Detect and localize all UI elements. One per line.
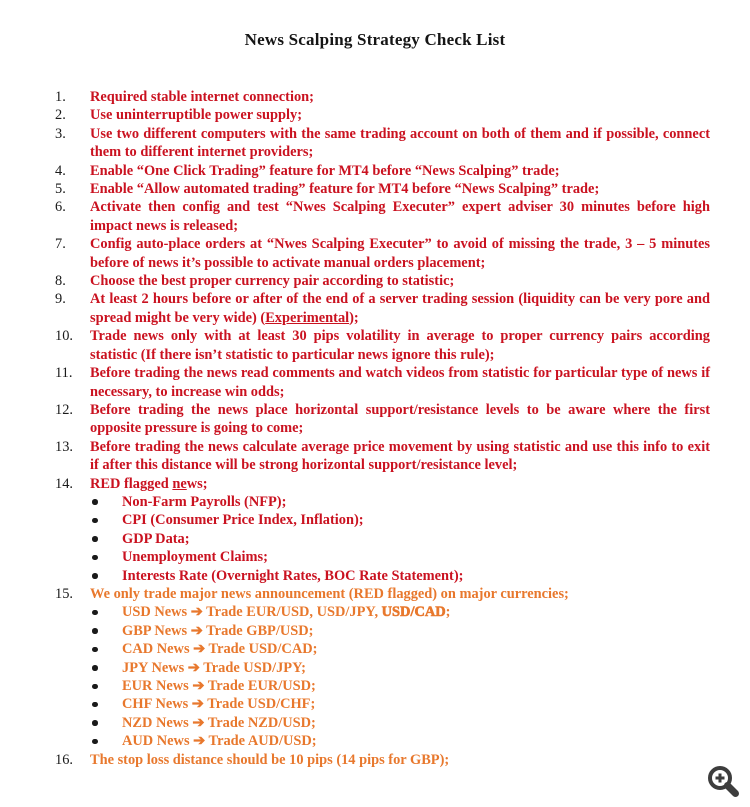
bullet-text [90, 714, 710, 732]
text-segment: We only trade major news announcement (RED flagged) on major currencies; [90, 585, 569, 602]
list-item [55, 438, 710, 475]
bullet-text [90, 640, 710, 658]
item-number: 11. [55, 365, 73, 382]
text-segment: At least 2 hours before or after of the end of a server trading session (liquidity can be very pore and spread might be very wide) ( [90, 291, 710, 326]
item-text [90, 475, 710, 493]
item-number: 2. [55, 107, 66, 124]
bullet-item [55, 530, 710, 548]
item-number: 8. [55, 273, 66, 290]
list-item [55, 327, 710, 364]
item-number: 9. [55, 291, 66, 308]
text-segment: AUD News ➔ Trade AUD/USD; [122, 733, 317, 750]
bullet-dot [92, 647, 98, 653]
item-number: 3. [55, 125, 66, 142]
bullet-dot [92, 499, 98, 505]
bullet-item [55, 493, 710, 511]
bullet-text [90, 695, 710, 713]
page-title: News Scalping Strategy Check List [244, 30, 506, 49]
item-text [90, 180, 710, 198]
bullet-item [55, 603, 710, 621]
text-segment: Config auto-place orders at “Nwes Scalping Executer” to avoid of missing the trade, 3 – 5 minutes before of news it’s possible to activate manual orders placement; [90, 236, 710, 271]
list-item [55, 475, 710, 493]
list-item [55, 180, 710, 198]
text-segment: The stop loss distance should be 10 pips (14 pips for GBP); [90, 751, 450, 768]
list-item [55, 401, 710, 438]
list-item [55, 88, 710, 106]
item-number: 6. [55, 199, 66, 216]
text-segment: ws; [186, 475, 208, 492]
item-number: 14. [55, 475, 73, 492]
text-segment: Use two different computers with the same trading account on both of them and if possible, connect them to different internet providers; [90, 125, 710, 161]
bullet-item [55, 622, 710, 640]
list-item [55, 290, 710, 327]
bullet-item [55, 695, 710, 713]
text-segment: Before trading the news place horizontal support/resistance levels to be aware where the first opposite pressure is going to come; [90, 401, 710, 437]
bullet-item [55, 640, 710, 658]
bullet-item [55, 732, 710, 750]
bullet-text [90, 677, 710, 695]
text-segment: CPI (Consumer Price Index, Inflation); [122, 512, 364, 529]
text-segment: Enable “One Click Trading” feature for MT4 before “News Scalping” trade; [90, 162, 560, 179]
item-text [90, 88, 710, 106]
text-segment: CAD News ➔ Trade USD/CAD; [122, 641, 318, 658]
bullet-dot [92, 684, 98, 690]
text-segment: NZD News ➔ Trade NZD/USD; [122, 714, 316, 731]
text-segment: ; [445, 604, 451, 621]
item-text [90, 364, 710, 401]
item-text [90, 401, 710, 438]
bullet-text [90, 622, 710, 640]
bullet-text [90, 530, 710, 548]
bullet-text [90, 732, 710, 750]
item-text [90, 106, 710, 124]
text-segment: Trade news only with at least 30 pips volatility in average to proper currency pairs according statistic (If there isn’t statistic to particular news ignore this rule); [90, 328, 710, 363]
bullet-dot [92, 573, 98, 579]
list-item [55, 751, 710, 769]
bullet-dot [92, 702, 98, 708]
item-number: 13. [55, 438, 73, 455]
bullet-text [90, 567, 710, 585]
zoom-in-icon[interactable] [703, 762, 743, 802]
bullet-item [55, 548, 710, 566]
bullet-item [55, 659, 710, 677]
item-number: 4. [55, 162, 66, 179]
text-segment: JPY News ➔ Trade USD/JPY; [122, 659, 306, 676]
item-text [90, 327, 710, 364]
text-segment: Before trading the news read comments and watch videos from statistic for particular type of news if necessary, to increase win odds; [90, 365, 710, 400]
bullet-dot [92, 720, 98, 726]
text-segment: Unemployment Claims; [122, 549, 268, 566]
list-item [55, 106, 710, 124]
item-number: 16. [55, 751, 73, 768]
text-segment: GBP News ➔ Trade GBP/USD; [122, 622, 314, 639]
bullet-dot [92, 628, 98, 634]
list-item [55, 235, 710, 272]
bullet-dot [92, 610, 98, 616]
text-segment: Before trading the news calculate average price movement by using statistic and use this info to exit if after this distance will be strong horizontal support/resistance level; [90, 438, 710, 474]
text-segment: RED flagged [90, 475, 173, 492]
bullet-text [90, 548, 710, 566]
text-segment: Enable “Allow automated trading” feature for MT4 before “News Scalping” trade; [90, 181, 600, 198]
text-segment: ne [172, 475, 187, 492]
item-number: 7. [55, 236, 66, 253]
bullet-text [90, 659, 710, 677]
item-text [90, 198, 710, 235]
item-text [90, 235, 710, 272]
item-text [90, 751, 710, 769]
bullet-dot [92, 555, 98, 561]
item-number: 5. [55, 181, 66, 198]
item-text [90, 272, 710, 290]
text-segment: CHF News ➔ Trade USD/CHF; [122, 696, 316, 713]
item-text [90, 585, 710, 603]
bullet-item [55, 511, 710, 529]
item-text [90, 290, 710, 327]
bullet-item [55, 677, 710, 695]
bullet-text [90, 493, 710, 511]
list-item [55, 272, 710, 290]
checklist [55, 88, 710, 769]
text-segment: USD News ➔ Trade EUR/USD, USD/JPY, [122, 604, 382, 621]
text-segment: USD/CAD [381, 604, 446, 621]
text-segment: Non-Farm Payrolls (NFP); [122, 493, 287, 510]
bullet-dot [92, 739, 98, 745]
list-item [55, 198, 710, 235]
item-text [90, 438, 710, 475]
list-item [55, 162, 710, 180]
bullet-dot [92, 536, 98, 542]
list-item [55, 585, 710, 603]
list-item [55, 125, 710, 162]
bullet-dot [92, 665, 98, 671]
list-item [55, 364, 710, 401]
text-segment: Required stable internet connection; [90, 89, 314, 105]
bullet-text [90, 511, 710, 529]
text-segment: Interests Rate (Overnight Rates, BOC Rate Statement); [122, 567, 464, 584]
bullet-dot [92, 518, 98, 524]
text-segment: Choose the best proper currency pair according to statistic; [90, 273, 455, 290]
text-segment: GDP Data; [122, 530, 190, 547]
text-segment: Experimental [265, 309, 350, 326]
text-segment: Activate then config and test “Nwes Scalping Executer” expert adviser 30 minutes before high impact news is released; [90, 199, 710, 234]
item-number: 1. [55, 89, 66, 105]
item-text [90, 162, 710, 180]
bullet-item [55, 567, 710, 585]
item-number: 12. [55, 401, 73, 418]
item-number: 15. [55, 585, 73, 602]
item-text [90, 125, 710, 162]
text-segment: EUR News ➔ Trade EUR/USD; [122, 678, 316, 694]
text-segment: ); [349, 309, 359, 326]
bullet-text [90, 603, 710, 621]
text-segment: Use uninterruptible power supply; [90, 107, 303, 124]
item-number: 10. [55, 328, 73, 345]
bullet-item [55, 714, 710, 732]
zoom-in-icon-glyph [703, 762, 743, 802]
